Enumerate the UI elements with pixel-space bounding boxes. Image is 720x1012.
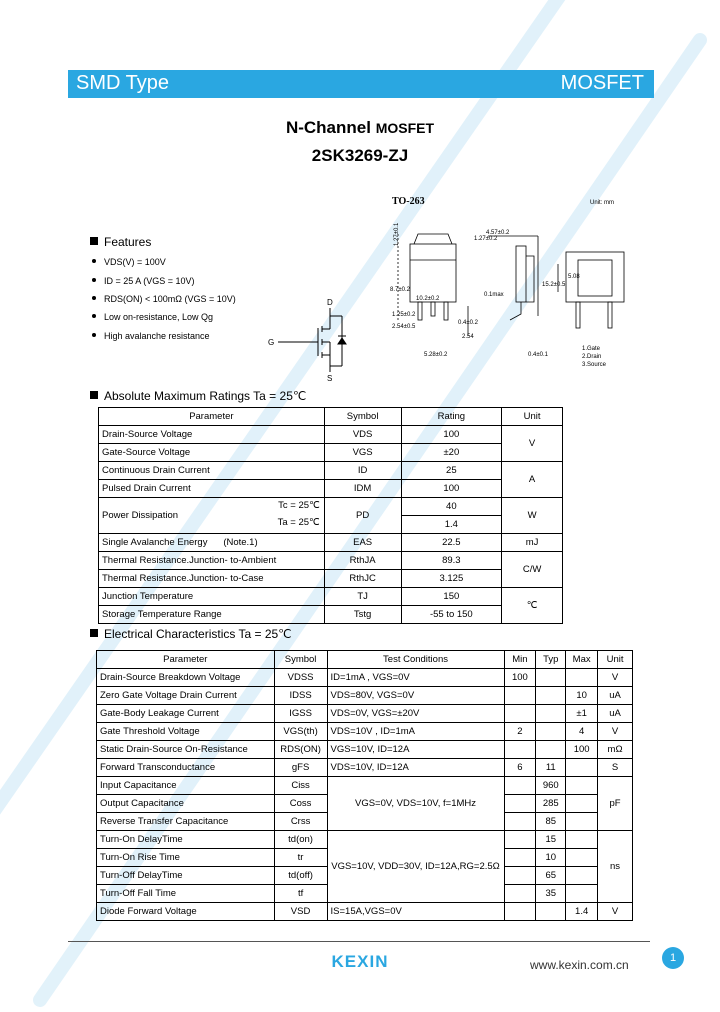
bullet-icon — [92, 259, 96, 263]
unit-cell: A — [502, 462, 563, 498]
feature-text: ID = 25 A (VGS = 10V) — [104, 276, 195, 286]
typ-cell — [536, 903, 566, 921]
rating-cell: 3.125 — [401, 570, 502, 588]
table-header-row — [99, 408, 563, 426]
param-cell: Storage Temperature Range — [99, 606, 325, 624]
max-cell — [566, 831, 598, 849]
param-cell: Output Capacitance — [97, 795, 275, 813]
title-channel-text: N-Channel — [285, 118, 371, 137]
condition-cell: IS=15A,VGS=0V — [327, 903, 504, 921]
table-header: Typ — [536, 651, 566, 669]
max-cell: 10 — [566, 687, 598, 705]
min-cell — [504, 903, 536, 921]
param-cell: Gate-Body Leakage Current — [97, 705, 275, 723]
rating-cell: 89.3 — [401, 552, 502, 570]
min-cell — [504, 867, 536, 885]
pin-label: 3.Source — [582, 362, 607, 366]
unit-cell: ns — [598, 831, 633, 903]
typ-cell: 960 — [536, 777, 566, 795]
rating-cell: 1.4 — [401, 516, 502, 534]
condition-cell: VDS=80V, VGS=0V — [327, 687, 504, 705]
param-cell: Thermal Resistance.Junction- to-Ambient — [99, 552, 325, 570]
unit-cell: C/W — [502, 552, 563, 588]
param-cell: Input Capacitance — [97, 777, 275, 795]
min-cell — [504, 777, 536, 795]
unit-cell: V — [502, 426, 563, 462]
typ-cell — [536, 705, 566, 723]
table-row — [99, 444, 563, 462]
symbol-cell: VDS — [324, 426, 401, 444]
abs-max-heading-text: Absolute Maximum Ratings Ta = 25℃ — [104, 389, 307, 403]
condition-cell: VDS=0V, VGS=±20V — [327, 705, 504, 723]
unit-cell: mJ — [502, 534, 563, 552]
table-row — [99, 498, 563, 516]
max-cell — [566, 867, 598, 885]
param-cell: Turn-On Rise Time — [97, 849, 275, 867]
footer-divider — [68, 941, 650, 942]
param-cell — [99, 498, 325, 534]
feature-item — [92, 331, 210, 341]
symbol-cell: tr — [274, 849, 327, 867]
min-cell: 2 — [504, 723, 536, 741]
dim-label: 2.54±0.5 — [392, 324, 416, 330]
bullet-icon — [92, 296, 96, 300]
table-header: Test Conditions — [327, 651, 504, 669]
dim-label: 1.27±0.1 — [394, 222, 400, 246]
condition-cell: VDS=10V, ID=12A — [327, 759, 504, 777]
dim-label: 2.54 — [462, 334, 474, 340]
pin-label: 2.Drain — [582, 354, 602, 360]
bullet-icon — [92, 278, 96, 282]
feature-text: RDS(ON) < 100mΩ (VGS = 10V) — [104, 294, 236, 304]
rating-cell: 100 — [401, 426, 502, 444]
feature-item — [92, 276, 195, 286]
condition-text: Tc = 25℃ — [278, 500, 320, 511]
header-mosfet: MOSFET — [560, 72, 644, 94]
feature-text: High avalanche resistance — [104, 331, 210, 341]
max-cell: ±1 — [566, 705, 598, 723]
table-row — [97, 831, 633, 849]
param-cell: Static Drain-Source On-Resistance — [97, 741, 275, 759]
symbol-cell: Tstg — [324, 606, 401, 624]
symbol-cell: RthJC — [324, 570, 401, 588]
title-channel — [0, 118, 720, 138]
param-cell: Turn-Off Fall Time — [97, 885, 275, 903]
max-cell: 100 — [566, 741, 598, 759]
square-bullet-icon — [90, 237, 98, 245]
table-row — [97, 759, 633, 777]
symbol-cell: VDSS — [274, 669, 327, 687]
bullet-icon — [92, 314, 96, 318]
symbol-cell: RthJA — [324, 552, 401, 570]
feature-item — [92, 294, 236, 304]
param-cell: Continuous Drain Current — [99, 462, 325, 480]
table-header: Min — [504, 651, 536, 669]
unit-cell: W — [502, 498, 563, 534]
symbol-cell: TJ — [324, 588, 401, 606]
symbol-cell: Ciss — [274, 777, 327, 795]
rating-cell: 100 — [401, 480, 502, 498]
table-row — [97, 723, 633, 741]
mosfet-symbol-icon — [262, 296, 362, 382]
param-cell: Junction Temperature — [99, 588, 325, 606]
symbol-cell: VSD — [274, 903, 327, 921]
typ-cell — [536, 723, 566, 741]
kexin-logo: KEXIN — [331, 952, 389, 971]
website-link[interactable]: www.kexin.com.cn — [530, 958, 629, 972]
features-heading-text: Features — [104, 235, 152, 249]
feature-text: VDS(V) = 100V — [104, 257, 166, 267]
dim-label: 5.28±0.2 — [424, 352, 448, 358]
rating-cell: -55 to 150 — [401, 606, 502, 624]
page-number-badge: 1 — [662, 947, 684, 969]
square-bullet-icon — [90, 629, 98, 637]
unit-cell: V — [598, 723, 633, 741]
typ-cell: 65 — [536, 867, 566, 885]
symbol-cell: RDS(ON) — [274, 741, 327, 759]
dim-label: 15.2±0.5 — [542, 282, 566, 288]
unit-cell: pF — [598, 777, 633, 831]
table-header: Symbol — [274, 651, 327, 669]
pin-label: 1.Gate — [582, 346, 601, 352]
table-header: Unit — [502, 408, 563, 426]
symbol-cell: IDM — [324, 480, 401, 498]
abs-max-table — [98, 407, 563, 624]
abs-max-heading — [90, 389, 306, 403]
min-cell — [504, 795, 536, 813]
table-header: Parameter — [99, 408, 325, 426]
unit-cell: S — [598, 759, 633, 777]
max-cell — [566, 759, 598, 777]
unit-cell: mΩ — [598, 741, 633, 759]
package-name: TO-263 — [392, 196, 425, 207]
table-header: Rating — [401, 408, 502, 426]
title-type-text: MOSFET — [375, 120, 435, 136]
max-cell — [566, 813, 598, 831]
table-row — [99, 480, 563, 498]
condition-cell: VGS=10V, VDD=30V, ID=12A,RG=2.5Ω — [327, 831, 504, 903]
typ-cell: 285 — [536, 795, 566, 813]
unit-cell: V — [598, 903, 633, 921]
rating-cell: 40 — [401, 498, 502, 516]
min-cell — [504, 831, 536, 849]
min-cell — [504, 849, 536, 867]
dim-label: 0.1max — [484, 292, 504, 298]
dim-label: 0.4±0.1 — [528, 352, 548, 358]
table-row — [97, 741, 633, 759]
part-number: 2SK3269-ZJ — [311, 146, 409, 165]
table-row — [97, 669, 633, 687]
min-cell: 6 — [504, 759, 536, 777]
unit-cell: uA — [598, 705, 633, 723]
features-heading — [90, 235, 151, 249]
param-cell: Zero Gate Voltage Drain Current — [97, 687, 275, 705]
param-cell: Pulsed Drain Current — [99, 480, 325, 498]
symbol-cell: ID — [324, 462, 401, 480]
dim-label: 1.27±0.2 — [474, 236, 498, 242]
table-row — [99, 534, 563, 552]
source-label: S — [327, 374, 333, 382]
symbol-cell: IDSS — [274, 687, 327, 705]
condition-cell: VDS=10V , ID=1mA — [327, 723, 504, 741]
param-text: Power Dissipation — [102, 510, 179, 521]
param-cell: Turn-On DelayTime — [97, 831, 275, 849]
table-row — [97, 687, 633, 705]
typ-cell — [536, 687, 566, 705]
package-outline-drawing — [388, 216, 638, 366]
dim-label: 5.08 — [568, 274, 580, 280]
dim-label: 4.57±0.2 — [486, 230, 510, 236]
param-cell: Drain-Source Breakdown Voltage — [97, 669, 275, 687]
table-header: Symbol — [324, 408, 401, 426]
symbol-cell: td(off) — [274, 867, 327, 885]
param-cell: Turn-Off DelayTime — [97, 867, 275, 885]
min-cell — [504, 687, 536, 705]
package-units: Unit: mm — [590, 200, 614, 206]
typ-cell — [536, 741, 566, 759]
dim-label: 8.7±0.2 — [390, 287, 410, 293]
param-cell: Forward Transconductance — [97, 759, 275, 777]
elec-heading — [90, 627, 292, 641]
rating-cell: ±20 — [401, 444, 502, 462]
condition-cell: VGS=10V, ID=12A — [327, 741, 504, 759]
header-smd-type: SMD Type — [76, 72, 169, 94]
table-row — [99, 462, 563, 480]
symbol-cell: PD — [324, 498, 401, 534]
unit-cell: uA — [598, 687, 633, 705]
param-cell: Reverse Transfer Capacitance — [97, 813, 275, 831]
bullet-icon — [92, 333, 96, 337]
table-header-row — [97, 651, 633, 669]
symbol-cell: Crss — [274, 813, 327, 831]
rating-cell: 22.5 — [401, 534, 502, 552]
typ-cell: 10 — [536, 849, 566, 867]
unit-cell: ℃ — [502, 588, 563, 624]
gate-label: G — [268, 338, 275, 347]
dim-label: 10.2±0.2 — [416, 296, 440, 302]
drain-label: D — [327, 298, 333, 307]
header-bar — [68, 70, 654, 98]
table-header: Parameter — [97, 651, 275, 669]
unit-cell: V — [598, 669, 633, 687]
symbol-cell: gFS — [274, 759, 327, 777]
typ-cell — [536, 669, 566, 687]
dim-label: 1.25±0.2 — [392, 312, 416, 318]
rating-cell: 150 — [401, 588, 502, 606]
max-cell — [566, 795, 598, 813]
table-header: Max — [566, 651, 598, 669]
table-row — [99, 588, 563, 606]
typ-cell: 15 — [536, 831, 566, 849]
min-cell — [504, 813, 536, 831]
feature-item — [92, 312, 213, 322]
param-cell: Drain-Source Voltage — [99, 426, 325, 444]
symbol-cell: tf — [274, 885, 327, 903]
min-cell — [504, 705, 536, 723]
max-cell — [566, 849, 598, 867]
symbol-cell: Coss — [274, 795, 327, 813]
elec-table — [96, 650, 633, 921]
symbol-cell: IGSS — [274, 705, 327, 723]
feature-item — [92, 257, 166, 267]
table-row — [99, 552, 563, 570]
table-header: Unit — [598, 651, 633, 669]
note-text: (Note.1) — [223, 537, 258, 548]
table-row — [99, 426, 563, 444]
table-row — [97, 705, 633, 723]
max-cell — [566, 885, 598, 903]
param-cell: Gate Threshold Voltage — [97, 723, 275, 741]
max-cell — [566, 777, 598, 795]
rating-cell: 25 — [401, 462, 502, 480]
min-cell: 100 — [504, 669, 536, 687]
condition-cell: VGS=0V, VDS=10V, f=1MHz — [327, 777, 504, 831]
symbol-cell: td(on) — [274, 831, 327, 849]
table-row — [99, 606, 563, 624]
typ-cell: 85 — [536, 813, 566, 831]
typ-cell: 11 — [536, 759, 566, 777]
param-text: Single Avalanche Energy — [102, 537, 208, 548]
feature-text: Low on-resistance, Low Qg — [104, 312, 214, 322]
elec-heading-text: Electrical Characteristics Ta = 25℃ — [104, 627, 292, 641]
symbol-cell: VGS(th) — [274, 723, 327, 741]
square-bullet-icon — [90, 391, 98, 399]
symbol-cell: VGS — [324, 444, 401, 462]
condition-text: Ta = 25℃ — [277, 517, 320, 528]
table-row — [97, 777, 633, 795]
max-cell: 4 — [566, 723, 598, 741]
param-cell: Thermal Resistance.Junction- to-Case — [99, 570, 325, 588]
param-cell: Gate-Source Voltage — [99, 444, 325, 462]
table-row — [99, 570, 563, 588]
table-row — [97, 903, 633, 921]
param-cell — [99, 534, 325, 552]
symbol-cell: EAS — [324, 534, 401, 552]
condition-cell: ID=1mA , VGS=0V — [327, 669, 504, 687]
min-cell — [504, 741, 536, 759]
param-cell: Diode Forward Voltage — [97, 903, 275, 921]
min-cell — [504, 885, 536, 903]
max-cell — [566, 669, 598, 687]
max-cell: 1.4 — [566, 903, 598, 921]
typ-cell: 35 — [536, 885, 566, 903]
dim-label: 0.4±0.2 — [458, 320, 478, 326]
